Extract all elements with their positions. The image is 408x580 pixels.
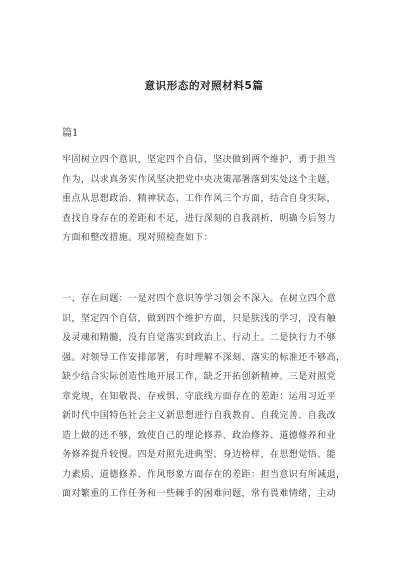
paragraph-line: 力素质、道德修养、作风形象方面存在的差距：担当意识有所减退， [62,469,346,480]
paragraph-line: 查找自身存在的差距和不足，进行深刻的自我剖析，明确今后努力 [62,213,337,224]
paragraph-line: 识，坚定四个自信，做到四个维护方面，只是肤浅的学习，没有触 [62,313,337,324]
paragraph-line: 章党规，在知敬畏、存戒惧、守底线方面存在的差距：运用习近平 [62,391,337,402]
paragraph-line: 方面和整改措施。现对照检查如下： [62,233,214,243]
paragraph-line: 务修养提升较慢。四是对照先进典型、身边榜样，在思想觉悟、能 [62,450,337,460]
paragraph-line: 作为，以求真务实作风坚决把党中央决策部署落到实处这个主题， [62,174,337,185]
paragraph-line: 新时代中国特色社会主义新思想进行自我教育、自我完善、自我改 [62,411,337,421]
section-label: 篇1 [62,128,79,139]
paragraph-2 [62,290,354,505]
paragraph-line: 强。对领导工作安排部署，有时理解不深刻、落实的标准还不够高， [62,352,346,363]
paragraph-line: 重点从思想政治、精神状态、工作作风三个方面，结合自身实际， [62,194,337,204]
paragraph-line: 牢固树立四个意识，坚定四个自信，坚决做到两个维护，勇于担当 [62,155,337,165]
document-title: 意识形态的对照材料5篇 [144,80,264,92]
paragraph-line: 面对繁重的工作任务和一些棘手的困难问题，常有畏难情绪，主动 [62,489,337,499]
paragraph-line: 缺少结合实际创造性地开展工作，缺乏开拓创新精神。三是对照党 [62,372,337,382]
paragraph-line: 造上做的还不够，致使自己的理论修养、政治修养、道德修养和业 [62,430,337,441]
paragraph-line: 一、存在问题：一是对四个意识等学习领会不深入。在树立四个意 [62,294,337,304]
paragraph-line: 及灵魂和精髓，没有自觉落实到政治上、行动上。二是执行力不够 [62,333,337,343]
paragraph-1 [62,151,354,249]
